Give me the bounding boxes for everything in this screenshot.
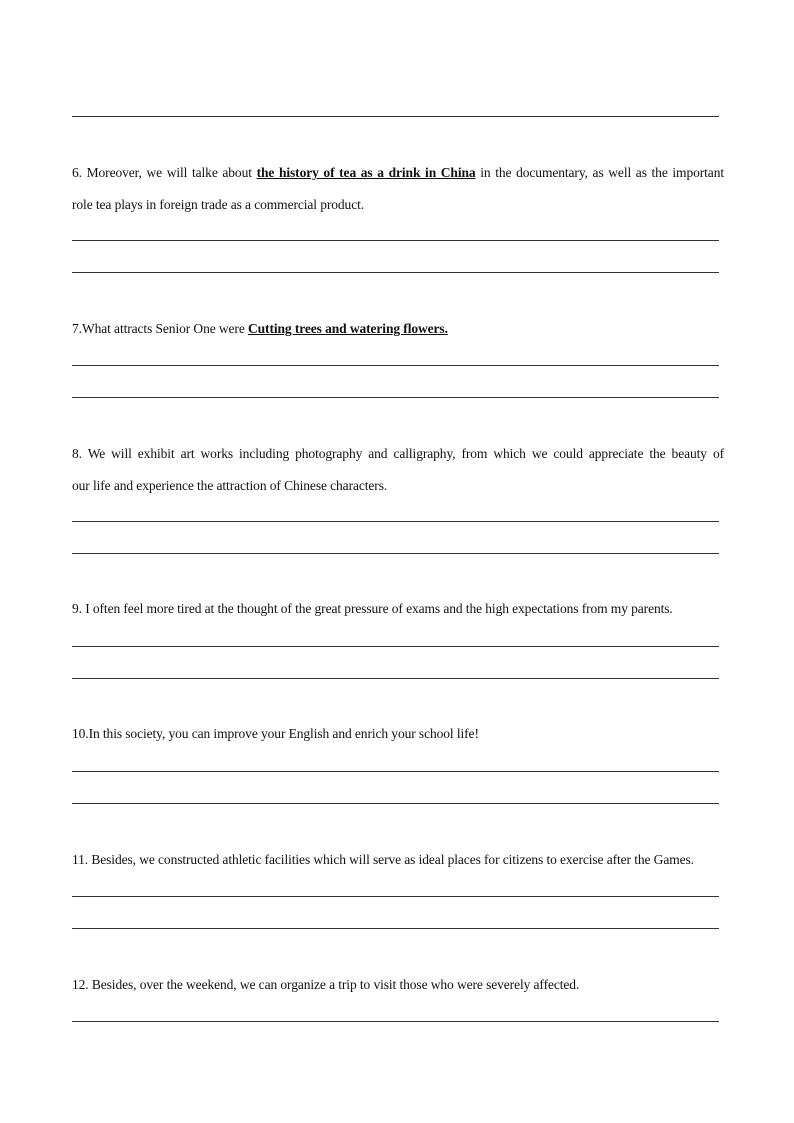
answer-line[interactable] — [72, 365, 719, 366]
answer-line[interactable] — [72, 521, 719, 522]
exercise-number: 11. — [72, 852, 89, 867]
exercise-number: 6. — [72, 165, 82, 180]
exercise-10-line-1 — [72, 726, 724, 742]
answer-line[interactable] — [72, 240, 719, 241]
exercise-8-line-2: our life and experience the attraction of Chinese characters. — [72, 478, 388, 493]
exercise-text: What attracts Senior One were — [81, 321, 248, 336]
exercise-6-line-2: role tea plays in foreign trade as a commercial product. — [72, 197, 365, 212]
exercise-text: Moreover, we will talke about — [86, 165, 257, 180]
exercise-6-line-1 — [72, 165, 724, 181]
exercise-number: 9. — [72, 601, 82, 616]
exercise-text: I often feel more tired at the thought of the great pressure of exams and the high expectations from my parents. — [85, 601, 673, 616]
exercise-number: 7. — [72, 321, 82, 336]
exercise-text: Besides, we constructed athletic facilities which will serve as ideal places for citizens to exercise after the Games. — [91, 852, 694, 867]
answer-line[interactable] — [72, 553, 719, 554]
answer-line[interactable] — [72, 928, 719, 929]
answer-line[interactable] — [72, 397, 719, 398]
answer-line[interactable] — [72, 896, 719, 897]
emphasized-phrase: Cutting trees and watering flowers. — [248, 321, 448, 336]
exercise-text: In this society, you can improve your English and enrich your school life! — [88, 726, 479, 741]
emphasized-phrase: the history of tea as a drink in China — [256, 165, 476, 180]
exercise-text: Besides, over the weekend, we can organize a trip to visit those who were severely affected. — [91, 977, 580, 992]
exercise-text: We will exhibit art works including photography and calligraphy, from which we could appreciate the beauty of — [87, 446, 724, 461]
exercise-11-line-1 — [72, 852, 724, 868]
exercise-number: 12. — [72, 977, 89, 992]
exercise-12-line-1 — [72, 977, 724, 993]
answer-line[interactable] — [72, 272, 719, 273]
exercise-number: 8. — [72, 446, 82, 461]
exercise-8-line-1 — [72, 446, 724, 462]
answer-line[interactable] — [72, 678, 719, 679]
answer-line[interactable] — [72, 803, 719, 804]
answer-line[interactable] — [72, 116, 719, 117]
answer-line[interactable] — [72, 1021, 719, 1022]
answer-line[interactable] — [72, 646, 719, 647]
exercise-number: 10. — [72, 726, 89, 741]
exercise-text: in the documentary, as well as the important — [475, 165, 724, 180]
exercise-9-line-1 — [72, 601, 724, 617]
exercise-7-line-1 — [72, 321, 724, 337]
answer-line[interactable] — [72, 771, 719, 772]
